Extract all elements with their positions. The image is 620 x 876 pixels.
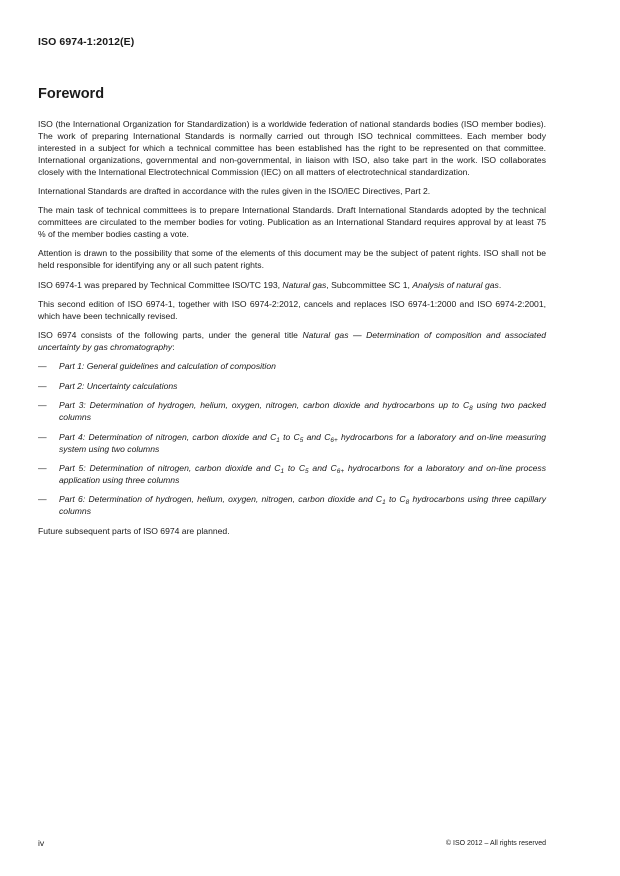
- document-identifier: ISO 6974-1:2012(E): [38, 36, 135, 48]
- part-title: and C: [308, 463, 337, 474]
- part-title: Part 4: Determination of nitrogen, carbon dioxide and C: [59, 431, 277, 442]
- paragraph-prepared-by: [38, 280, 546, 292]
- foreword-body: [38, 119, 546, 545]
- list-item-part-2: [38, 381, 546, 393]
- part-title: to C: [284, 463, 306, 474]
- list-item-part-5: [38, 463, 546, 487]
- italic-run: Analysis of natural gas: [412, 279, 499, 290]
- paragraph-directives: International Standards are drafted in accordance with the rules given in the ISO/IEC Directives, Part 2.: [38, 185, 431, 196]
- part-title: Part 2: Uncertainty calculations: [59, 380, 178, 391]
- part-title: to C: [279, 431, 300, 442]
- text-run: ISO 6974-1 was prepared by Technical Committee ISO/TC 193,: [38, 279, 283, 290]
- text-run: , Subcommittee SC 1,: [326, 279, 413, 290]
- section-heading: Foreword: [38, 86, 105, 102]
- part-title: Part 3: Determination of hydrogen, helium, oxygen, nitrogen, carbon dioxide and hydrocarbons up to C: [59, 400, 470, 411]
- part-title: using two packed columns: [59, 400, 546, 423]
- list-dash: —: [38, 400, 47, 411]
- part-title: Part 6: Determination of hydrogen, helium, oxygen, nitrogen, carbon dioxide and C: [59, 494, 383, 505]
- list-item-part-4: [38, 432, 546, 456]
- part-title: Part 1: General guidelines and calculation of composition: [59, 361, 276, 372]
- parts-list: [38, 361, 546, 518]
- part-title: hydrocarbons for a laboratory and on-line process application using three columns: [59, 463, 546, 485]
- copyright-notice: © ISO 2012 – All rights reserved: [445, 840, 546, 847]
- list-item-part-1: [38, 361, 546, 373]
- paragraph-technical-committees: The main task of technical committees is to prepare International Standards. Draft International Standards adopted by the technical committees are circulated to the member bodies for voting. Publication as an International Standard requires approval by at least 75 % of the member bodies casting a vote.: [38, 205, 546, 240]
- paragraph-iso-federation: ISO (the International Organization for Standardization) is a worldwide federation of national standards bodies (ISO member bodies). The work of preparing International Standards is normally carried out through ISO technical committees. Each member body interested in a subject for which a technical committee has been established has the right to be represented on that committee. International organizations, governmental and non-governmental, in liaison with ISO, also take part in the work. ISO collaborates closely with the International Electrotechnical Commission (IEC) on all matters of electrotechnical standardization.: [38, 119, 546, 177]
- list-dash: —: [38, 380, 47, 391]
- subscript: 6+: [330, 436, 338, 444]
- text-run: .: [498, 279, 502, 290]
- paragraph-patent-rights: Attention is drawn to the possibility that some of the elements of this document may be the subject of patent rights. ISO shall not be held responsible for identifying any or all such patent rights.: [38, 248, 546, 271]
- part-title: and C: [303, 431, 331, 442]
- text-run: :: [172, 341, 175, 352]
- part-title: hydrocarbons using three capillary columns: [59, 494, 546, 517]
- part-title: hydrocarbons for a laboratory and on-line measuring system using two columns: [59, 431, 546, 454]
- subscript: 5: [299, 436, 304, 444]
- paragraph-future-parts: Future subsequent parts of ISO 6974 are planned.: [38, 525, 230, 536]
- subscript: 8: [405, 499, 410, 507]
- subscript: 1: [382, 499, 386, 507]
- list-dash: —: [38, 431, 47, 442]
- subscript: 1: [280, 468, 285, 476]
- subscript: 8: [469, 405, 473, 413]
- subscript: 6+: [336, 468, 345, 476]
- italic-run: Natural gas — Determination of composition and associated uncertainty by gas chromatography: [38, 330, 546, 352]
- part-title: to C: [385, 494, 406, 505]
- subscript: 1: [276, 436, 280, 444]
- list-item-part-6: [38, 494, 546, 518]
- list-item-part-3: [38, 400, 546, 424]
- list-dash: —: [38, 361, 47, 372]
- part-title: Part 5: Determination of nitrogen, carbon dioxide and C: [59, 463, 281, 474]
- italic-run: Natural gas: [282, 279, 327, 290]
- list-dash: —: [38, 494, 47, 505]
- page-number: iv: [38, 838, 45, 848]
- text-run: ISO 6974 consists of the following parts, under the general title: [38, 330, 303, 341]
- paragraph-second-edition: This second edition of ISO 6974-1, together with ISO 6974-2:2012, cancels and replaces ISO 6974-1:2000 and ISO 6974-2:2001, which have been technically revised.: [38, 298, 546, 321]
- list-dash: —: [38, 463, 47, 474]
- paragraph-parts-intro: [38, 330, 546, 354]
- subscript: 5: [305, 468, 309, 476]
